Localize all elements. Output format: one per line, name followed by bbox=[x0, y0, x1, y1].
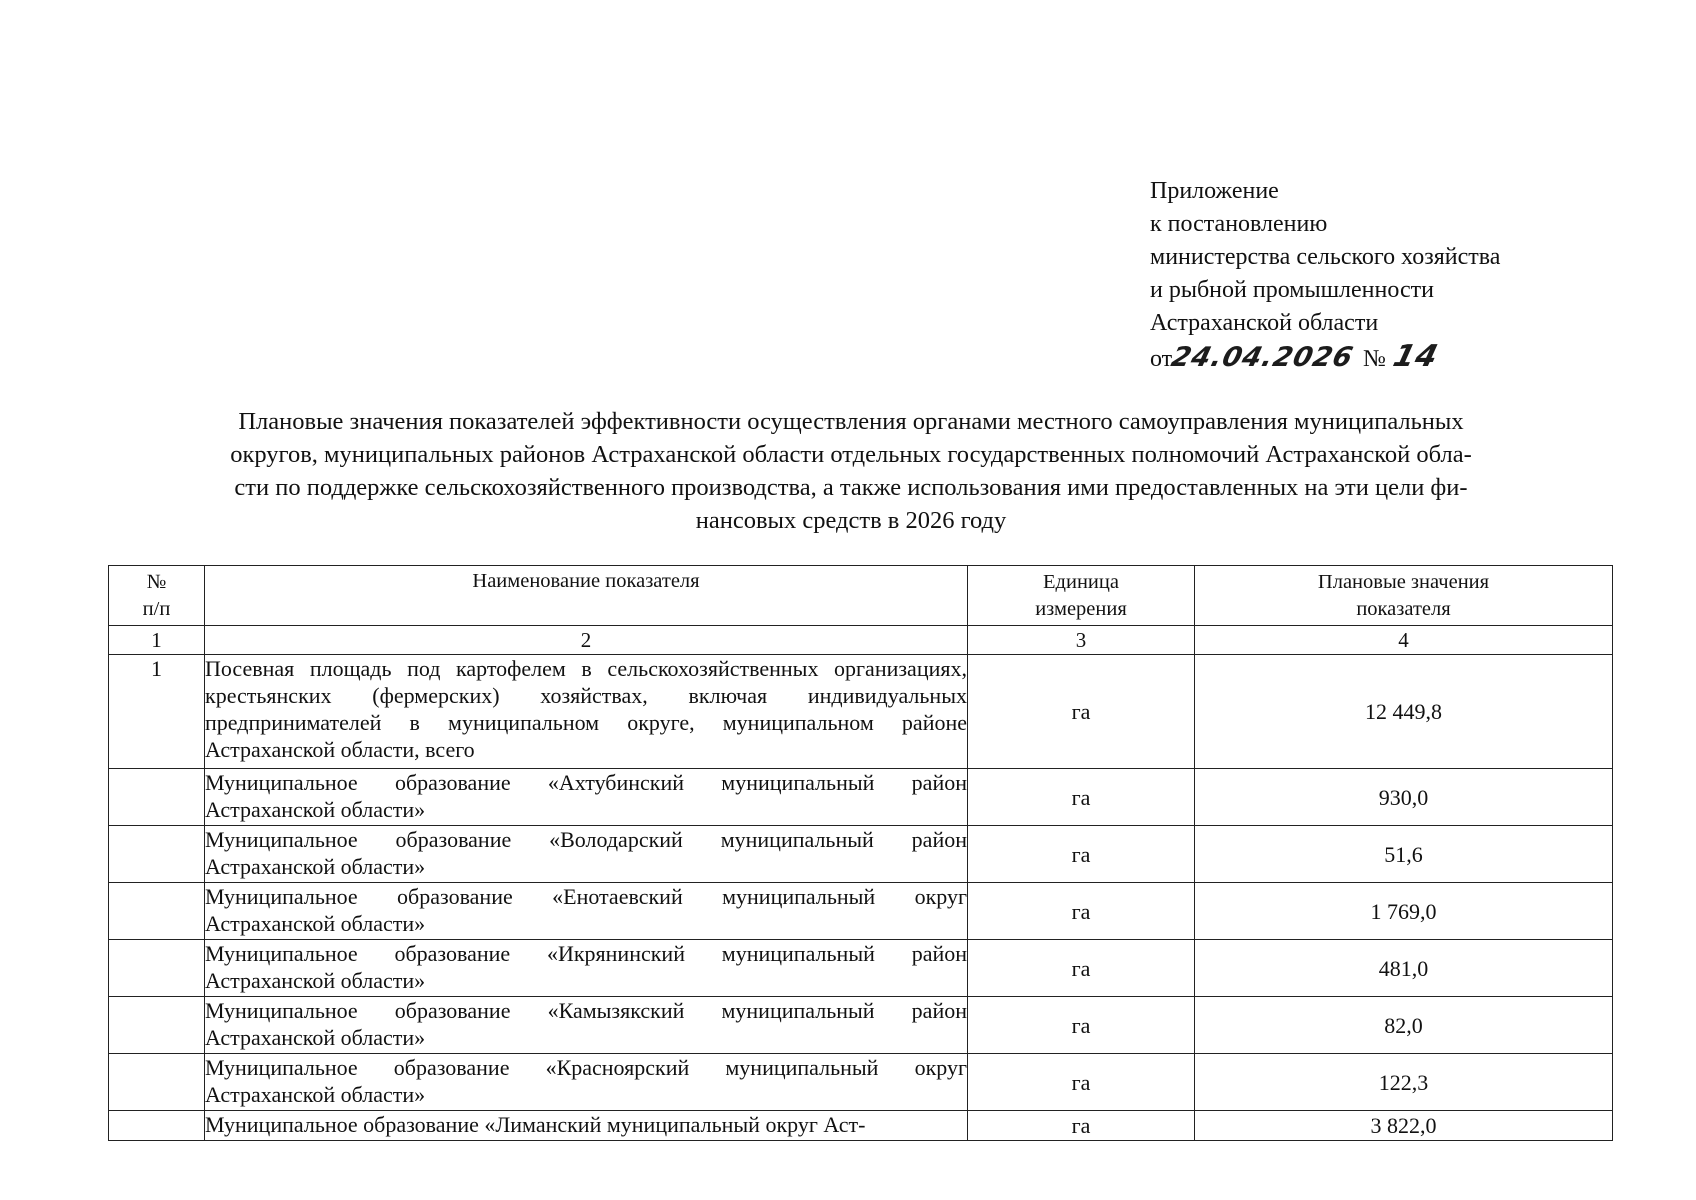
title-line: округов, муниципальных районов Астраханской области отдельных государственных полномочий Астраханской обла- bbox=[230, 441, 1472, 468]
row-number: 1 bbox=[109, 655, 205, 769]
number-label: № bbox=[1362, 346, 1386, 372]
header-indicator-name: Наименование показателя bbox=[205, 566, 968, 626]
appendix-line: Приложение bbox=[1150, 178, 1279, 204]
header-planned-line1: Плановые значения bbox=[1317, 570, 1490, 593]
table-row bbox=[109, 997, 1613, 1054]
table-row bbox=[109, 1054, 1613, 1111]
table-row bbox=[109, 769, 1613, 826]
appendix-date-line bbox=[1150, 340, 1500, 376]
row-indicator-name: Муниципальное образование «Камызякский муниципальный район Астраханской области» bbox=[205, 997, 968, 1054]
row-indicator-name: Муниципальное образование «Икрянинский муниципальный район Астраханской области» bbox=[205, 940, 968, 997]
header-unit-line2: измерения bbox=[1035, 597, 1127, 620]
row-value: 82,0 bbox=[1195, 997, 1613, 1054]
row-unit: га bbox=[968, 655, 1195, 769]
row-unit: га bbox=[968, 883, 1195, 940]
appendix-block bbox=[1150, 175, 1500, 376]
title-line: сти по поддержке сельскохозяйственного производства, а также использования ими предоставленных на эти цели фи- bbox=[234, 474, 1468, 501]
row-value: 122,3 bbox=[1195, 1054, 1613, 1111]
row-number bbox=[109, 769, 205, 826]
column-number: 3 bbox=[968, 626, 1195, 655]
row-value: 1 769,0 bbox=[1195, 883, 1613, 940]
title-line: Плановые значения показателей эффективности осуществления органами местного самоуправления муниципальных bbox=[238, 408, 1464, 435]
header-number bbox=[109, 566, 205, 626]
header-planned-values bbox=[1195, 566, 1613, 626]
row-value: 930,0 bbox=[1195, 769, 1613, 826]
header-unit-line1: Единица bbox=[1043, 570, 1119, 593]
row-number bbox=[109, 940, 205, 997]
table-row bbox=[109, 1111, 1613, 1141]
table-row bbox=[109, 940, 1613, 997]
table-row bbox=[109, 826, 1613, 883]
appendix-line: Астраханской области bbox=[1150, 310, 1379, 336]
appendix-line: и рыбной промышленности bbox=[1150, 277, 1434, 303]
row-value: 3 822,0 bbox=[1195, 1111, 1613, 1141]
row-unit: га bbox=[968, 826, 1195, 883]
column-number: 4 bbox=[1195, 626, 1613, 655]
row-indicator-name: Муниципальное образование «Лиманский муниципальный округ Аст- bbox=[205, 1111, 968, 1141]
row-indicator-name: Муниципальное образование «Володарский муниципальный район Астраханской области» bbox=[205, 826, 968, 883]
row-unit: га bbox=[968, 769, 1195, 826]
row-unit: га bbox=[968, 940, 1195, 997]
title-line: нансовых средств в 2026 году bbox=[695, 507, 1007, 534]
row-unit: га bbox=[968, 997, 1195, 1054]
row-unit: га bbox=[968, 1054, 1195, 1111]
row-number bbox=[109, 997, 205, 1054]
row-indicator-name: Муниципальное образование «Енотаевский муниципальный округ Астраханской области» bbox=[205, 883, 968, 940]
handwritten-date: 24.04.2026 bbox=[1168, 342, 1357, 373]
row-value: 12 449,8 bbox=[1195, 655, 1613, 769]
document-title bbox=[120, 405, 1582, 537]
handwritten-number: 14 bbox=[1389, 339, 1443, 374]
row-indicator-name: Посевная площадь под картофелем в сельскохозяйственных организациях, крестьянских (фермерских) хозяйствах, включая индивидуальных предпринимателей в муниципальном округе, муниципальном районе Астраханской области, всего bbox=[205, 655, 968, 769]
header-unit bbox=[968, 566, 1195, 626]
row-value: 481,0 bbox=[1195, 940, 1613, 997]
row-number bbox=[109, 883, 205, 940]
column-number: 1 bbox=[109, 626, 205, 655]
table-row bbox=[109, 883, 1613, 940]
column-number-row bbox=[109, 626, 1613, 655]
row-unit: га bbox=[968, 1111, 1195, 1141]
row-number bbox=[109, 826, 205, 883]
row-number bbox=[109, 1111, 205, 1141]
table-header-row bbox=[109, 566, 1613, 626]
from-label: от bbox=[1150, 346, 1173, 372]
header-number-line1: № bbox=[146, 570, 167, 593]
header-number-line2: п/п bbox=[142, 597, 171, 620]
table-row bbox=[109, 655, 1613, 769]
appendix-line: к постановлению bbox=[1150, 211, 1328, 237]
indicators-table bbox=[108, 565, 1613, 1141]
row-value: 51,6 bbox=[1195, 826, 1613, 883]
row-indicator-name: Муниципальное образование «Ахтубинский муниципальный район Астраханской области» bbox=[205, 769, 968, 826]
row-number bbox=[109, 1054, 205, 1111]
header-planned-line2: показателя bbox=[1356, 597, 1451, 620]
column-number: 2 bbox=[205, 626, 968, 655]
row-indicator-name: Муниципальное образование «Красноярский муниципальный округ Астраханской области» bbox=[205, 1054, 968, 1111]
appendix-line: министерства сельского хозяйства bbox=[1150, 244, 1501, 270]
